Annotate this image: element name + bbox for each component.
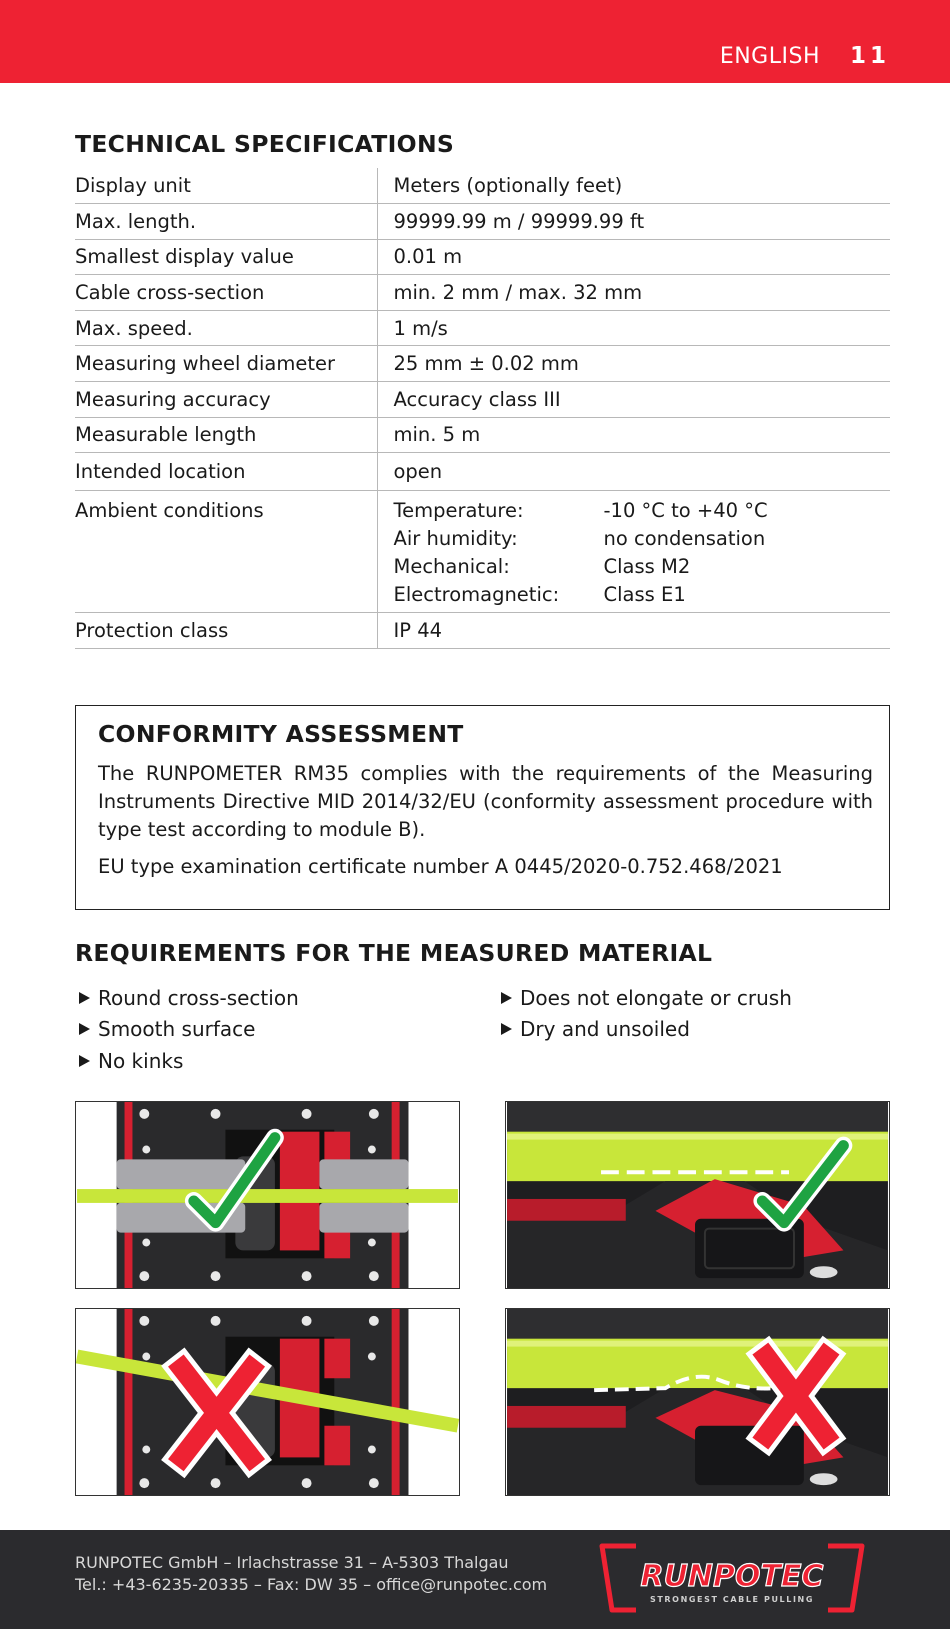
ambient-name: Air humidity: [393,527,518,551]
table-row [75,346,890,382]
spec-value: 99999.99 m / 99999.99 ft [377,204,890,240]
spec-label: Max. length. [75,204,377,240]
conformity-text: The RUNPOMETER RM35 complies with the requirements of the Measuring Instruments Directive MID 2014/32/EU (conformity assessment procedure with type test according to module B). [98,762,873,841]
spec-value: 0.01 m [377,239,890,275]
runpotec-logo [596,1542,868,1614]
spec-label: Intended location [75,453,377,491]
spec-label: Max. speed. [75,310,377,346]
ambient-name: Mechanical: [393,555,510,579]
table-row [75,382,890,418]
triangle-bullet-icon [79,992,90,1004]
spec-label: Measuring wheel diameter [75,346,377,382]
tech-specs-title: TECHNICAL SPECIFICATIONS [75,130,455,158]
spec-value: 25 mm ± 0.02 mm [377,346,890,382]
table-row [75,310,890,346]
spec-label: Measuring accuracy [75,382,377,418]
spec-value: open [377,453,890,491]
list-item: Round cross-section [75,982,299,1014]
device-illustration [76,1309,459,1495]
device-illustration [506,1102,889,1288]
spec-value: min. 2 mm / max. 32 mm [377,275,890,311]
photo-crushed-cable-not-ok [505,1308,890,1496]
photo-round-cable-ok [505,1101,890,1289]
spec-label: Cable cross-section [75,275,377,311]
page-number: 11 [849,43,890,69]
svg-text:STRONGEST CABLE PULLING: STRONGEST CABLE PULLING [649,1595,815,1604]
ambient-value: Class M2 [603,555,691,579]
spec-label: Smallest display value [75,239,377,275]
language-label: ENGLISH [719,44,820,69]
tech-specs-table [75,168,890,649]
ambient-name: Temperature: [393,499,524,523]
table-row [75,204,890,240]
triangle-bullet-icon [501,992,512,1004]
spec-value: min. 5 m [377,417,890,453]
table-row [75,613,890,649]
ambient-value: no condensation [603,527,766,551]
table-row-ambient [75,491,890,613]
list-item: Does not elongate or crush [497,982,792,1014]
table-row [75,239,890,275]
requirements-list-right [497,982,792,1045]
company-contact: Tel.: +43-6235-20335 – Fax: DW 35 – office@runpotec.com [75,1575,548,1594]
device-illustration [76,1102,459,1288]
photo-straight-cable-ok [75,1101,460,1289]
table-row [75,417,890,453]
device-illustration [506,1309,889,1495]
photo-kinked-cable-not-ok [75,1308,460,1496]
svg-text:RUNPOTEC: RUNPOTEC [640,1559,824,1594]
ambient-name: Electromagnetic: [393,583,560,607]
table-row [75,453,890,491]
conformity-title: CONFORMITY ASSESSMENT [98,720,464,748]
company-address: RUNPOTEC GmbH – Irlachstrasse 31 – A-5303 Thalgau [75,1553,509,1572]
spec-value: Accuracy class III [377,382,890,418]
triangle-bullet-icon [501,1023,512,1035]
certificate-number: EU type examination certificate number A 0445/2020-0.752.468/2021 [98,855,783,878]
triangle-bullet-icon [79,1023,90,1035]
table-row [75,168,890,204]
ambient-values [377,491,890,613]
list-item: Dry and unsoiled [497,1014,792,1046]
ambient-value: Class E1 [603,583,686,607]
requirements-title: REQUIREMENTS FOR THE MEASURED MATERIAL [75,939,713,967]
spec-value: Meters (optionally feet) [377,168,890,204]
conformity-box [75,705,890,910]
triangle-bullet-icon [79,1055,90,1067]
spec-label: Protection class [75,613,377,649]
table-row [75,275,890,311]
company-address-block [75,1552,547,1596]
spec-label: Measurable length [75,417,377,453]
spec-label: Display unit [75,168,377,204]
spec-label: Ambient conditions [75,491,377,613]
list-item: Smooth surface [75,1014,299,1046]
page-header [0,0,950,83]
ambient-value: -10 °C to +40 °C [603,499,768,523]
list-item: No kinks [75,1045,299,1077]
page-footer [0,1530,950,1629]
spec-value: 1 m/s [377,310,890,346]
spec-value: IP 44 [377,613,890,649]
requirements-list-left [75,982,299,1077]
